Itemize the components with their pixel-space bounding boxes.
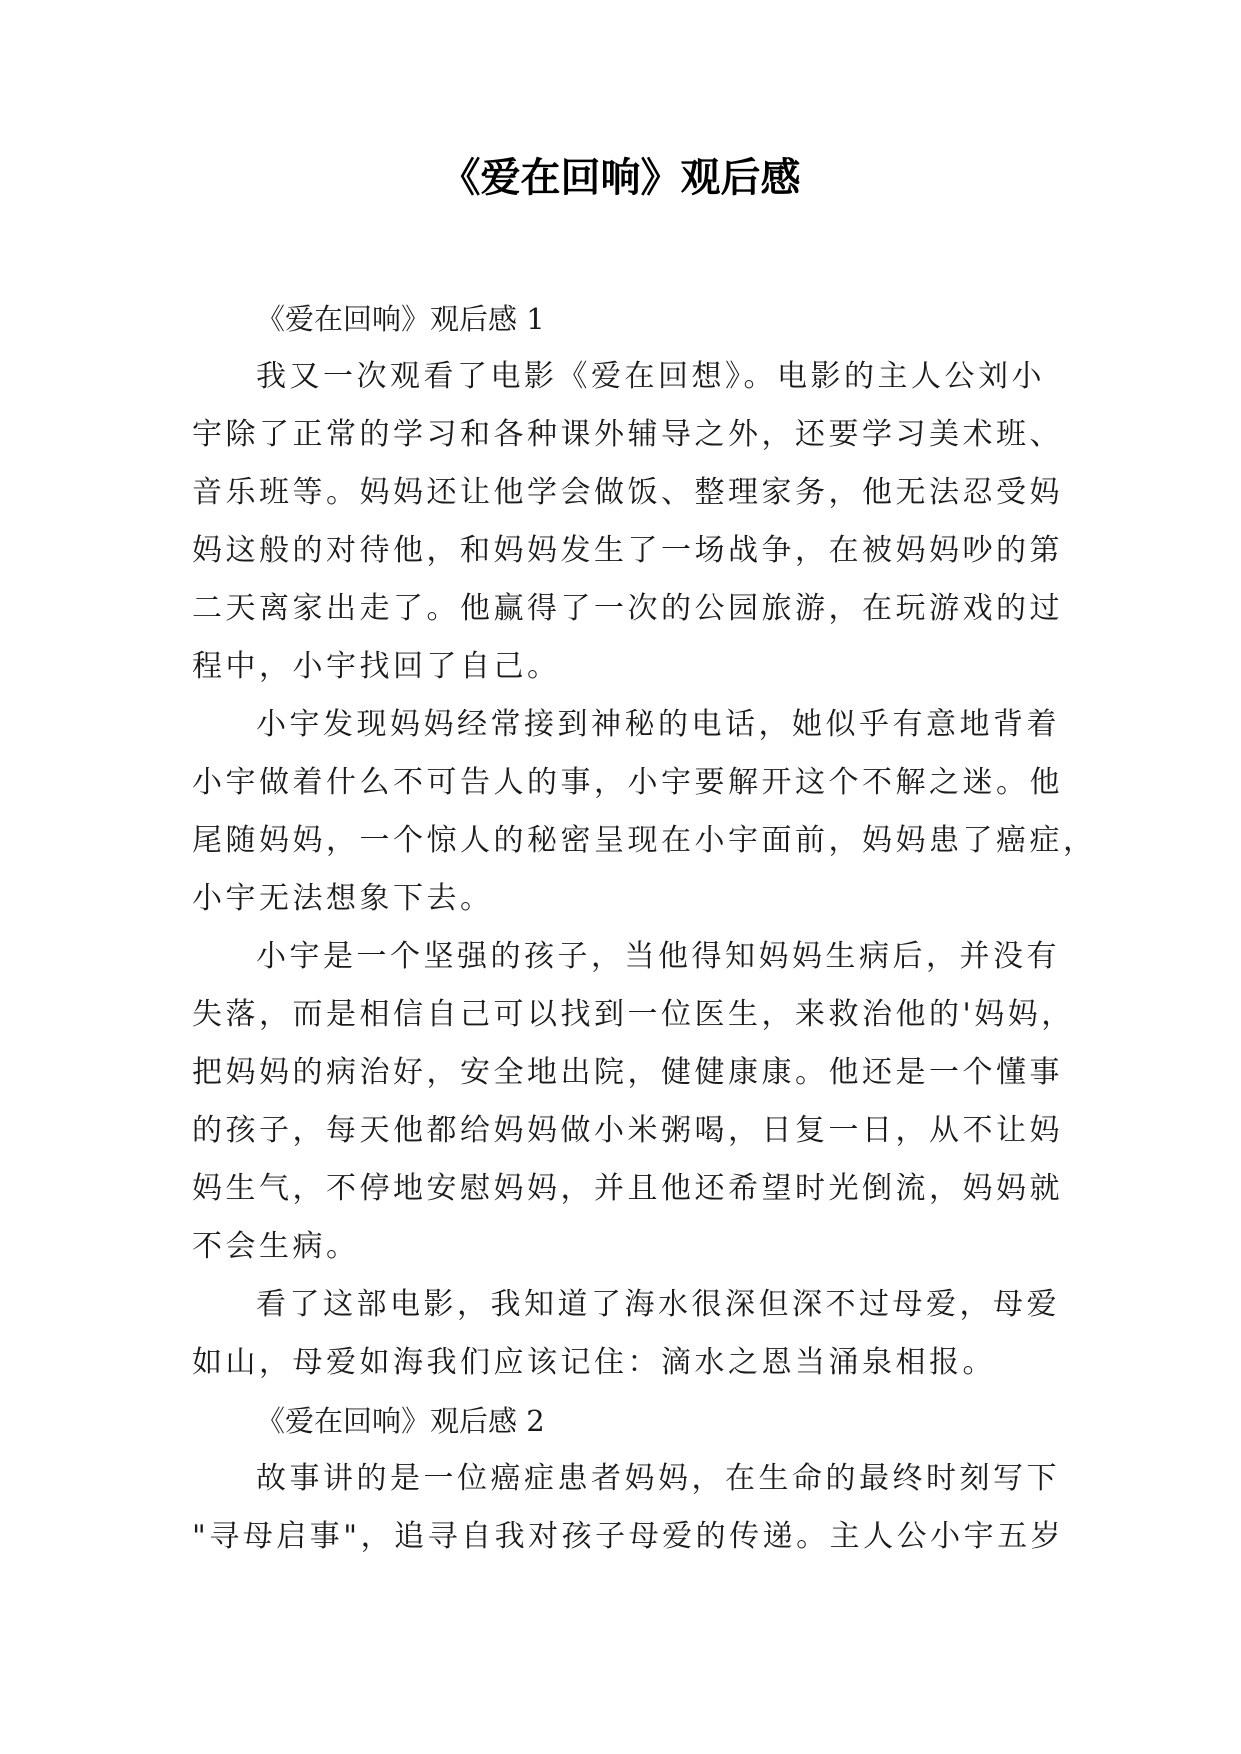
text-line: 不会生病。	[192, 1229, 360, 1264]
text-line: 失落，而是相信自己可以找到一位医生，来救治他的'妈妈，	[192, 997, 1075, 1032]
text-line: 的孩子，每天他都给妈妈做小米粥喝，日复一日，从不让妈	[192, 1113, 1063, 1148]
text-line: 妈生气，不停地安慰妈妈，并且他还希望时光倒流，妈妈就	[192, 1171, 1063, 1206]
text-line: 把妈妈的病治好，安全地出院，健健康康。他还是一个懂事	[192, 1055, 1063, 1090]
section-heading: 《爱在回响》观后感 1	[256, 302, 545, 336]
paragraph	[192, 928, 1075, 1276]
paragraph	[192, 1276, 1058, 1392]
text-line: 小宇发现妈妈经常接到神秘的电话，她似乎有意地背着	[256, 707, 1060, 742]
text-line: 小宇无法想象下去。	[192, 881, 494, 916]
document-body	[192, 290, 1097, 1566]
text-line: 二天离家出走了。他赢得了一次的公园旅游，在玩游戏的过	[192, 591, 1063, 626]
text-line: 宇除了正常的学习和各种课外辅导之外，还要学习美术班、	[192, 417, 1063, 452]
paragraph	[192, 1450, 1065, 1566]
document-title: 《爱在回响》观后感	[440, 154, 801, 201]
text-line: 妈这般的对待他，和妈妈发生了一场战争，在被妈妈吵的第	[192, 533, 1063, 568]
text-line: 如山，母爱如海我们应该记住：滴水之恩当涌泉相报。	[192, 1345, 996, 1380]
text-line: "寻母启事"，追寻自我对孩子母爱的传递。主人公小宇五岁	[192, 1519, 1065, 1554]
text-line: 小宇是一个坚强的孩子，当他得知妈妈生病后，并没有	[256, 939, 1060, 974]
text-line: 小宇做着什么不可告人的事，小宇要解开这个不解之迷。他	[192, 765, 1063, 800]
text-line: 程中，小宇找回了自己。	[192, 649, 561, 684]
text-line: 故事讲的是一位癌症患者妈妈，在生命的最终时刻写下	[256, 1461, 1060, 1496]
paragraph	[192, 348, 1063, 696]
paragraph	[192, 696, 1097, 928]
text-line: 尾随妈妈，一个惊人的秘密呈现在小宇面前，妈妈患了癌症，	[192, 823, 1097, 858]
text-line: 看了这部电影，我知道了海水很深但深不过母爱，母爱	[256, 1287, 1060, 1322]
text-line: 音乐班等。妈妈还让他学会做饭、整理家务，他无法忍受妈	[192, 475, 1063, 510]
text-line: 我又一次观看了电影《爱在回想》。电影的主人公刘小	[256, 359, 1045, 394]
section-heading: 《爱在回响》观后感 2	[256, 1404, 545, 1438]
